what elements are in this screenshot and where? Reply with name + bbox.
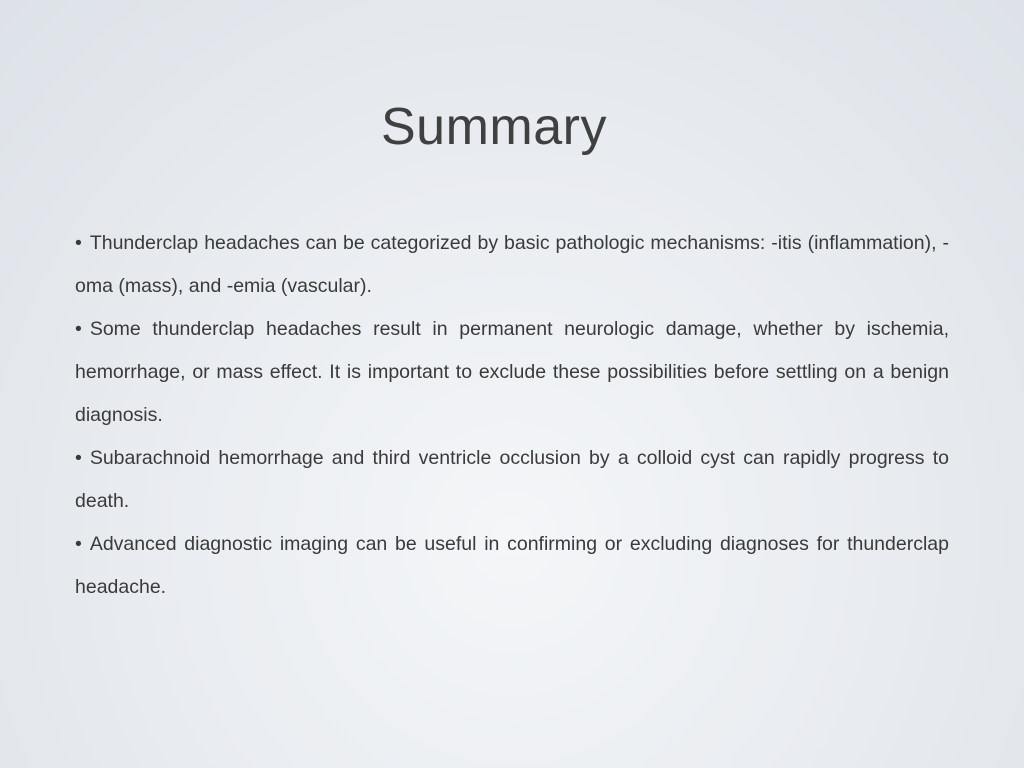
bullet-icon: • [75,318,82,340]
bullet-icon: • [75,232,82,254]
bullet-text: Some thunderclap headaches result in permanent neurologic damage, whether by ischemia, hemorrhage, or mass effect. It is important to exclude these possibilities before settling on a benign diagnosis. [75,318,949,426]
bullet-text: Thunderclap headaches can be categorized by basic pathologic mechanisms: -itis (inflammation), -oma (mass), and -emia (vascular). [75,232,949,297]
bullet-text: Subarachnoid hemorrhage and third ventricle occlusion by a colloid cyst can rapidly progress to death. [75,447,949,512]
bullet-item [75,437,949,523]
bullet-item [75,222,949,308]
bullet-icon: • [75,533,82,555]
slide-title: Summary [381,98,607,156]
bullet-text: Advanced diagnostic imaging can be useful in confirming or excluding diagnoses for thunderclap headache. [75,533,949,598]
bullet-item [75,523,949,609]
bullet-item [75,308,949,437]
bullet-list [75,222,949,609]
bullet-icon: • [75,447,82,469]
